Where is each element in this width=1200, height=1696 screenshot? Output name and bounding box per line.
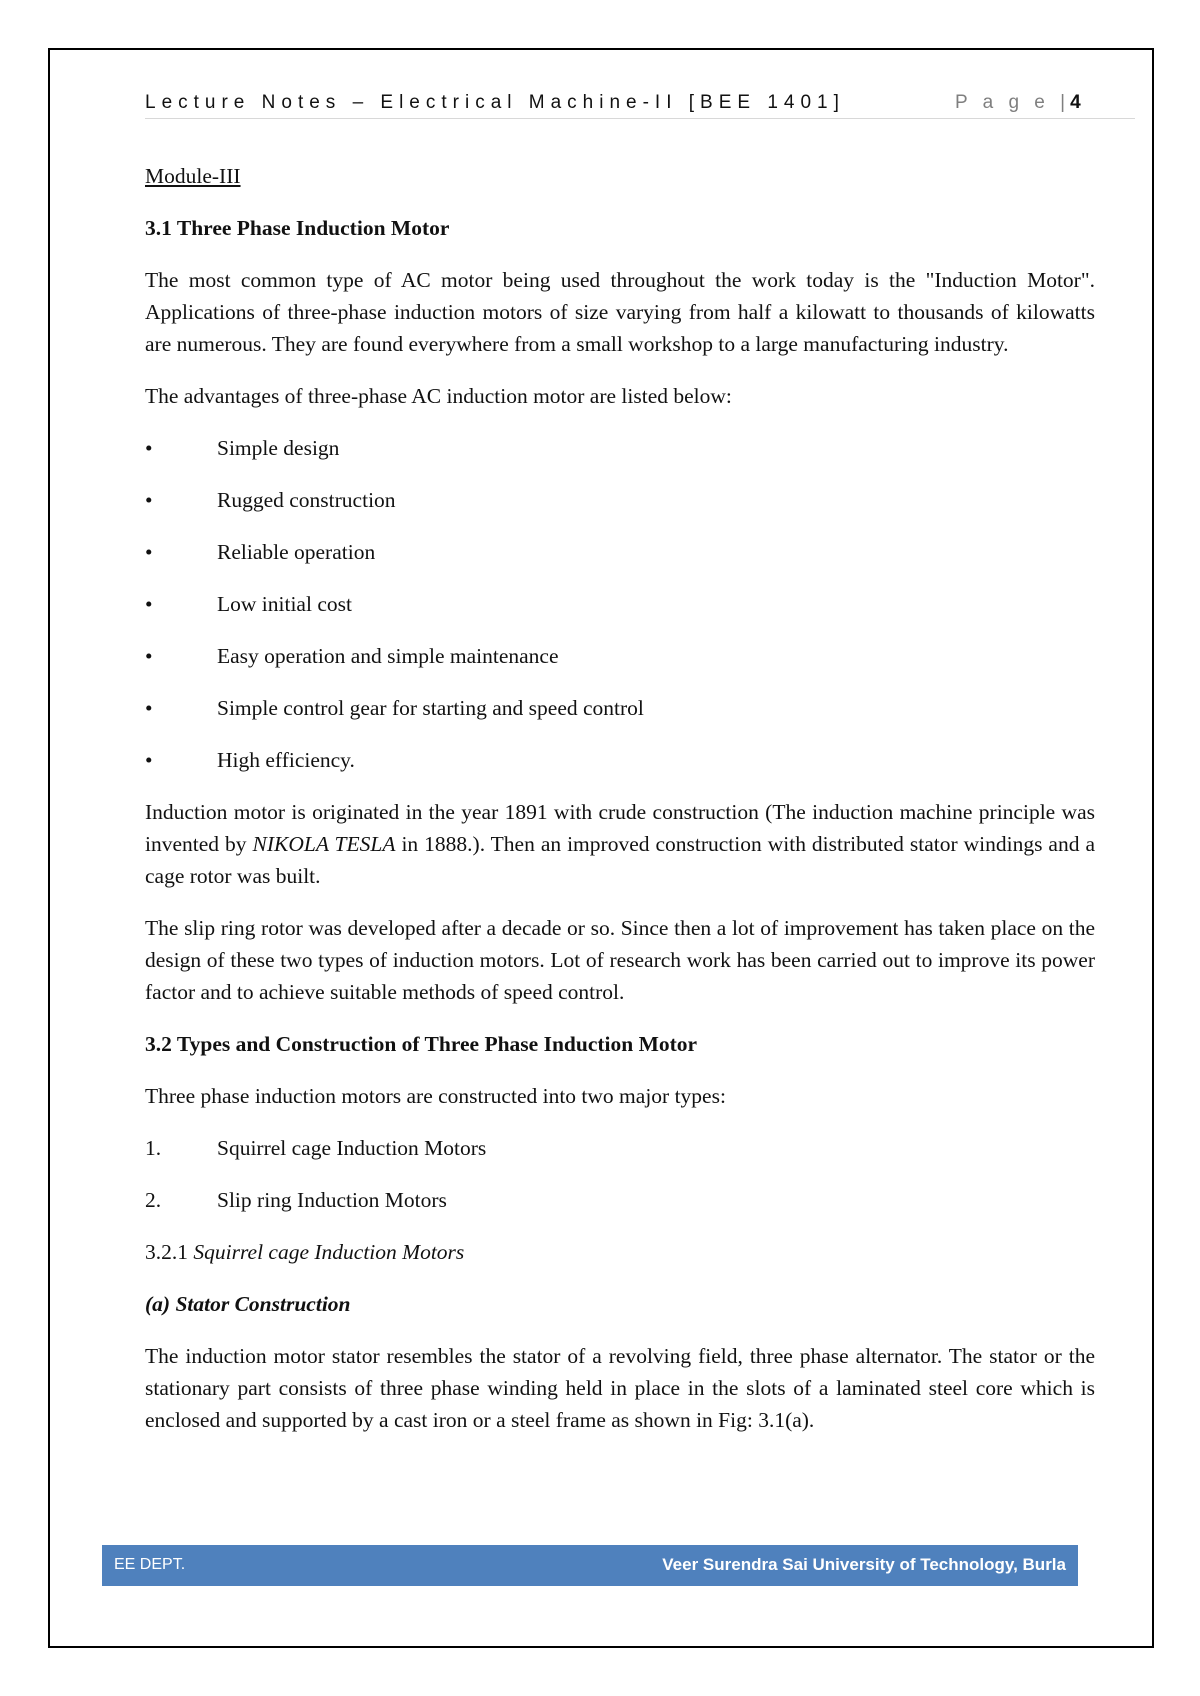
- bullet-icon: •: [145, 748, 153, 772]
- bullet-icon: •: [145, 488, 153, 512]
- module-title: Module-III: [145, 164, 241, 188]
- bullet-icon: •: [145, 592, 153, 616]
- type-text: Slip ring Induction Motors: [217, 1188, 447, 1212]
- footer-university: Veer Surendra Sai University of Technology, Burla: [662, 1555, 1066, 1574]
- advantage-text: Rugged construction: [217, 488, 396, 512]
- bullet-icon: •: [145, 436, 153, 460]
- list-number: 2.: [145, 1188, 162, 1212]
- page-separator: |: [1060, 92, 1071, 113]
- page-number: 4: [1070, 92, 1086, 113]
- stator-construction-heading: (a) Stator Construction: [145, 1292, 351, 1316]
- slip-ring-paragraph: The slip ring rotor was developed after a decade or so. Since then a lot of improvement has taken place on the design of these two types of induction motors. Lot of research work has been carried out to improve its power factor and to achieve suitable methods of speed control.: [145, 916, 1095, 1004]
- page-footer: [102, 1545, 1078, 1586]
- list-item: [145, 432, 1095, 464]
- subsection-title: Squirrel cage Induction Motors: [193, 1240, 465, 1264]
- list-item: [145, 1184, 1095, 1216]
- section-3-2-heading: 3.2 Types and Construction of Three Phase Induction Motor: [145, 1032, 698, 1056]
- history-text-end: in 1888.). Then an improved construction with distributed stator windings and a cage rotor was built.: [145, 832, 1095, 888]
- advantage-text: Simple control gear for starting and speed control: [217, 696, 644, 720]
- header-title: Lecture Notes – Electrical Machine-II [BEE 1401]: [145, 92, 845, 113]
- page-number-block: [955, 92, 1086, 114]
- type-text: Squirrel cage Induction Motors: [217, 1136, 487, 1160]
- advantages-intro: The advantages of three-phase AC induction motor are listed below:: [145, 384, 732, 408]
- document-body: [145, 160, 1095, 1456]
- bullet-icon: •: [145, 696, 153, 720]
- history-text-start: Induction motor is originated in the year 1891 with crude construction (The induction machine principle was invented by: [145, 800, 1095, 856]
- footer-department: EE DEPT.: [114, 1556, 186, 1573]
- subsection-3-2-1-heading: [145, 1236, 1095, 1268]
- page-label: P a g e: [955, 92, 1050, 113]
- advantage-text: Simple design: [217, 436, 340, 460]
- list-item: [145, 640, 1095, 672]
- list-number: 1.: [145, 1136, 162, 1160]
- list-item: [145, 744, 1095, 776]
- advantage-text: Low initial cost: [217, 592, 352, 616]
- advantage-text: Reliable operation: [217, 540, 376, 564]
- advantage-text: Easy operation and simple maintenance: [217, 644, 559, 668]
- stator-paragraph: The induction motor stator resembles the stator of a revolving field, three phase alternator. The stator or the stationary part consists of three phase winding held in place in the slots of a laminated steel core which is enclosed and supported by a cast iron or a steel frame as shown in Fig: 3.1(a).: [145, 1344, 1095, 1432]
- list-item: [145, 692, 1095, 724]
- intro-paragraph: The most common type of AC motor being used throughout the work today is the "Induction Motor". Applications of three-phase induction motors of size varying from half a kilowatt to thousands of kilowatts are numerous. They are found everywhere from a small workshop to a large manufacturing industry.: [145, 268, 1095, 356]
- bullet-icon: •: [145, 540, 153, 564]
- list-item: [145, 588, 1095, 620]
- page-header: [145, 92, 1135, 119]
- subsection-number: 3.2.1: [145, 1240, 194, 1264]
- list-item: [145, 1132, 1095, 1164]
- inventor-name: NIKOLA TESLA: [252, 832, 396, 856]
- types-intro: Three phase induction motors are constructed into two major types:: [145, 1084, 726, 1108]
- list-item: [145, 536, 1095, 568]
- list-item: [145, 484, 1095, 516]
- advantage-text: High efficiency.: [217, 748, 355, 772]
- bullet-icon: •: [145, 644, 153, 668]
- section-3-1-heading: 3.1 Three Phase Induction Motor: [145, 216, 450, 240]
- history-paragraph: [145, 796, 1095, 892]
